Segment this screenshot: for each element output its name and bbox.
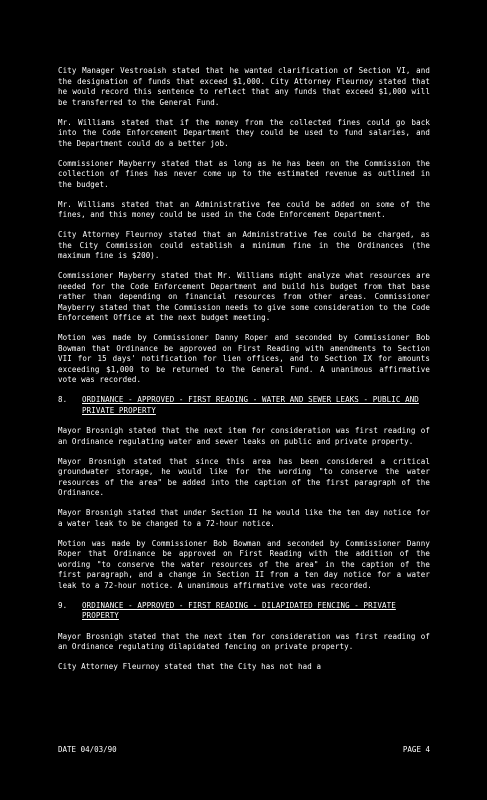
paragraph: Commissioner Mayberry stated that Mr. Williams might analyze what resources are needed for the Code Enforcement Department and build his budget from that base rather than depending on financial resources from other areas. Commissioner Mayberry stated that the Commission needs to give some consideration to the Code Enforcement Office at the next budget meeting. <box>58 271 430 322</box>
paragraph: Motion was made by Commissioner Danny Roper and seconded by Commissioner Bob Bowman that Ordinance be approved on First Reading with amendments to Section VII for 15 days' notification for lien offices, and to Section IX for amounts exceeding $1,000 to be returned to the General Fund. A unanimous affirmative vote was recorded. <box>58 333 430 384</box>
item-title: ORDINANCE - APPROVED - FIRST READING - DILAPIDATED FENCING - PRIVATE PROPERTY <box>82 600 396 620</box>
paragraph: Mayor Brosnigh stated that the next item for consideration was first reading of an Ordinance regulating dilapidated fencing on private property. <box>58 631 430 651</box>
paragraph: Mayor Brosnigh stated that under Section II he would like the ten day notice for a water leak to be changed to a 72-hour notice. <box>58 508 430 528</box>
minutes-body <box>58 66 430 682</box>
paragraph: Mr. Williams stated that if the money from the collected fines could go back into the Code Enforcement Department they could be used to fund salaries, and the Department could do a better job. <box>58 117 430 148</box>
item-number: 9. <box>58 600 68 610</box>
paragraph: Mr. Williams stated that an Administrative fee could be added on some of the fines, and this money could be used in the Code Enforcement Department. <box>58 199 430 219</box>
paragraph: City Manager Vestroaish stated that he wanted clarification of Section VI, and the designation of funds that exceed $1,000. City Attorney Fleurnoy stated that he would record this sentence to reflect that any funds that exceed $1,000 will be transferred to the General Fund. <box>58 66 430 107</box>
paragraph: Mayor Brosnigh stated that the next item for consideration was first reading of an Ordinance regulating water and sewer leaks on public and private property. <box>58 426 430 446</box>
page-footer <box>58 745 430 755</box>
item-number: 8. <box>58 395 68 404</box>
paragraph: City Attorney Fleurnoy stated that the City has not had a <box>58 662 322 671</box>
paragraph: Motion was made by Commissioner Bob Bowman and seconded by Commissioner Danny Roper that Ordinance be approved on First Reading with the addition of the wording "to conserve the water resources of the area" in the caption of the first paragraph, and a change in Section II from a ten day notice for a water leak to a 72-hour notice. A unanimous affirmative vote was recorded. <box>58 538 430 590</box>
footer-date: DATE 04/03/90 <box>58 745 117 754</box>
agenda-item-8-heading <box>58 395 430 416</box>
paragraph: City Attorney Fleurnoy stated that an Administrative fee could be charged, as the City Commission could establish a minimum fine in the Ordinances (the maximum fine is $200). <box>58 230 430 260</box>
paragraph: Mayor Brosnigh stated that since this area has been considered a critical groundwater storage, he would like for the wording "to conserve the water resources of the area" be added into the caption of the first paragraph of the Ordinance. <box>58 456 430 497</box>
item-title: ORDINANCE - APPROVED - FIRST READING - WATER AND SEWER LEAKS - PUBLIC AND PRIVATE PROPERTY <box>82 395 419 415</box>
footer-page-number: PAGE 4 <box>402 745 430 754</box>
agenda-item-9-heading <box>58 601 430 622</box>
paragraph: Commissioner Mayberry stated that as long as he has been on the Commission the collection of fines has never come up to the estimated revenue as outlined in the budget. <box>58 158 430 189</box>
